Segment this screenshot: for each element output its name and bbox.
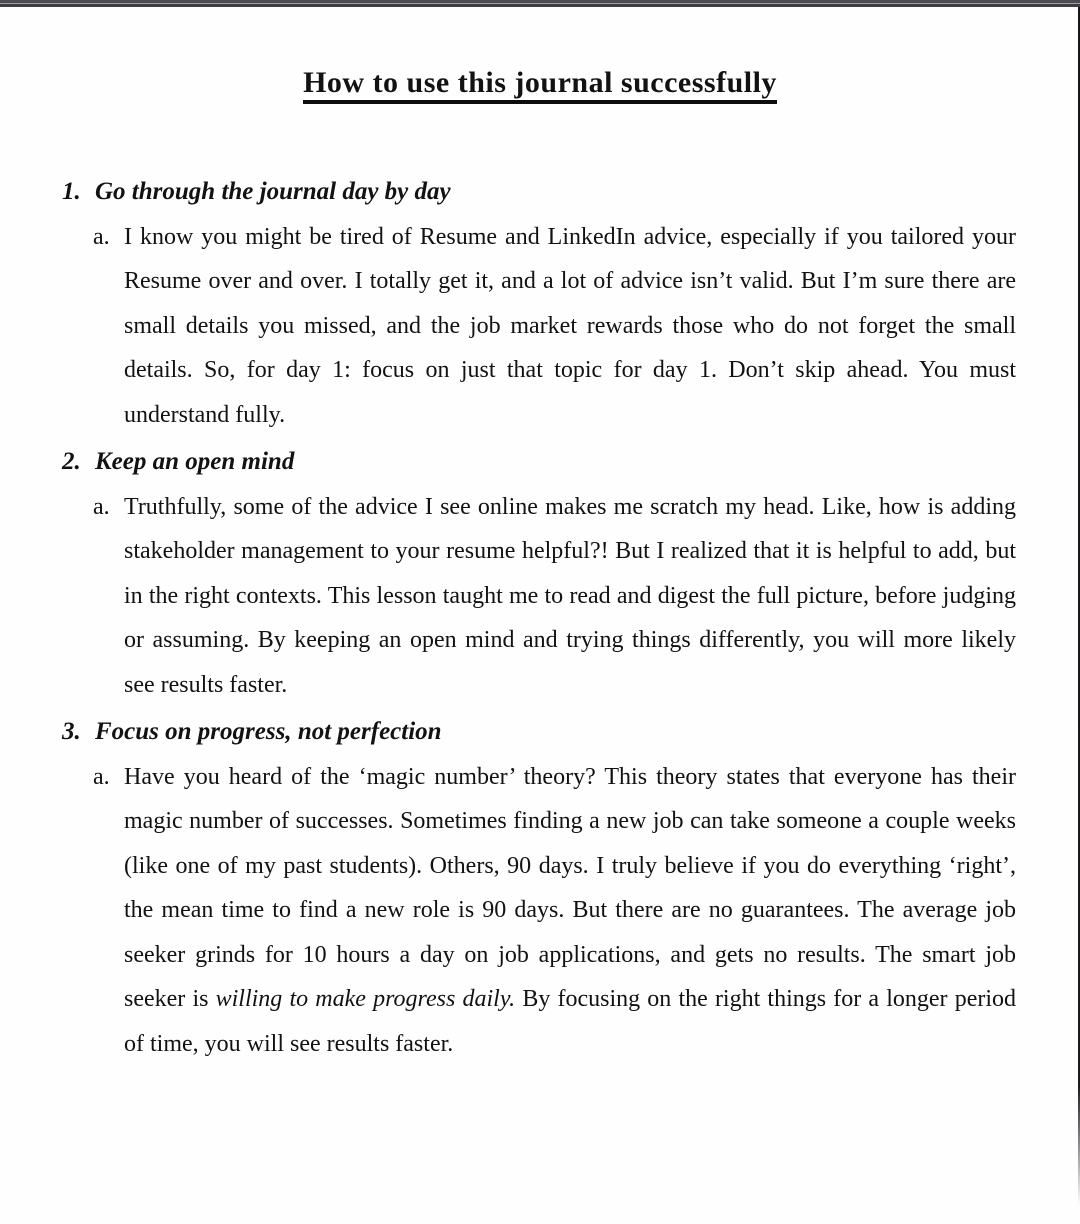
list-item-1 <box>62 170 1016 437</box>
item-2-paragraph <box>124 485 1016 708</box>
scan-top-edge-artifact <box>0 0 1080 7</box>
item-3-heading: Focus on progress, not perfection <box>95 718 442 745</box>
numbered-list <box>0 170 1080 1066</box>
item-1-sub-letter: a. <box>93 223 110 250</box>
list-item-3 <box>62 710 1016 1066</box>
item-3-sub-letter: a. <box>93 763 110 790</box>
item-2-heading-row <box>62 440 1016 485</box>
item-3-sub-row <box>62 755 1016 1067</box>
item-2-sub-row <box>62 485 1016 708</box>
list-item-2 <box>62 440 1016 707</box>
item-1-heading: Go through the journal day by day <box>95 178 451 205</box>
item-2-sub-letter: a. <box>93 493 110 520</box>
item-1-paragraph-text: I know you might be tired of Resume and LinkedIn advice, especially if you tailored your Resume over and over. I totally get it, and a lot of advice isn’t valid. But I’m sure there are small details you missed, and the job market rewards those who do not forget the small details. So, for day 1: focus on just that topic for day 1. Don’t skip ahead. You must understand fully. <box>124 223 1016 428</box>
item-3-heading-row <box>62 710 1016 755</box>
item-2-number: 2. <box>62 448 81 475</box>
item-1-sub-row <box>62 215 1016 438</box>
item-2-paragraph-text: Truthfully, some of the advice I see online makes me scratch my head. Like, how is adding stakeholder management to your resume helpful?! But I realized that it is helpful to add, but in the right contexts. This lesson taught me to read and digest the full picture, before judging or assuming. By keeping an open mind and trying things differently, you will more likely see results faster. <box>124 493 1016 698</box>
item-3-paragraph-italic-phrase: willing to make progress daily. <box>215 986 516 1012</box>
item-3-number: 3. <box>62 718 81 745</box>
item-3-paragraph-text-after: By focusing on the right things for a longer period of time, you will see results faster. <box>124 986 1017 1057</box>
item-2-heading: Keep an open mind <box>95 448 295 475</box>
page-title <box>0 0 1080 108</box>
item-1-heading-row <box>62 170 1016 215</box>
item-1-number: 1. <box>62 178 81 205</box>
page-title-text: How to use this journal successfully <box>303 66 777 104</box>
item-3-paragraph <box>124 755 1016 1067</box>
item-1-paragraph <box>124 215 1016 438</box>
item-3-paragraph-text-before: Have you heard of the ‘magic number’ theory? This theory states that everyone has their magic number of successes. Sometimes finding a new job can take someone a couple weeks (like one of my past students). Others, 90 days. I truly believe if you do everything ‘right’, the mean time to find a new role is 90 days. But there are no guarantees. The average job seeker grinds for 10 hours a day on job applications, and gets no results. The smart job seeker is <box>124 763 1016 1012</box>
